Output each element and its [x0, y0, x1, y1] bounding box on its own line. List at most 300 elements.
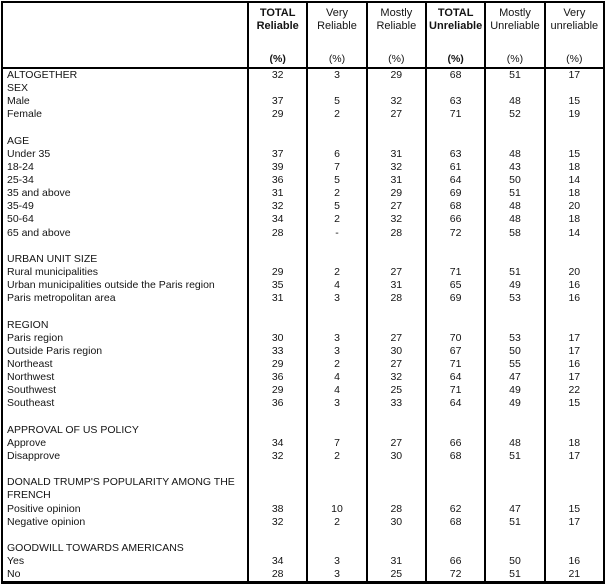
- cell-value: 29: [248, 384, 307, 397]
- table-row: [2, 148, 604, 161]
- row-label: Approve: [2, 437, 248, 450]
- cell-value: [485, 253, 544, 266]
- row-label: 35-49: [2, 200, 248, 213]
- cell-value: 48: [485, 437, 544, 450]
- column-header-mostly-unreliable: [485, 2, 544, 68]
- cell-value: 17: [545, 68, 604, 82]
- cell-value: 16: [545, 555, 604, 568]
- cell-value: 2: [307, 516, 366, 529]
- cell-value: 32: [248, 516, 307, 529]
- cell-value: 10: [307, 503, 366, 516]
- row-label: [2, 305, 248, 318]
- cell-value: 7: [307, 437, 366, 450]
- cell-value: [485, 240, 544, 253]
- cell-value: [367, 305, 426, 318]
- table-row: [2, 358, 604, 371]
- cell-value: 29: [248, 358, 307, 371]
- row-label: Northwest: [2, 371, 248, 384]
- cell-value: [426, 424, 485, 437]
- cell-value: 32: [367, 95, 426, 108]
- cell-value: 58: [485, 227, 544, 240]
- row-label: 35 and above: [2, 187, 248, 200]
- table-header: [2, 2, 604, 68]
- row-label: Rural municipalities: [2, 266, 248, 279]
- cell-value: [545, 135, 604, 148]
- table-row: [2, 555, 604, 568]
- cell-value: [545, 121, 604, 134]
- cell-value: 2: [307, 213, 366, 226]
- cell-value: 32: [367, 371, 426, 384]
- cell-value: 14: [545, 174, 604, 187]
- cell-value: 71: [426, 266, 485, 279]
- cell-value: 37: [248, 148, 307, 161]
- table-row: [2, 437, 604, 450]
- cell-value: [307, 240, 366, 253]
- cell-value: 32: [367, 213, 426, 226]
- cell-value: 68: [426, 450, 485, 463]
- percent-unit-label: (%): [447, 53, 464, 65]
- cell-value: 28: [248, 227, 307, 240]
- cell-value: [248, 121, 307, 134]
- cell-value: 31: [367, 279, 426, 292]
- cell-value: 27: [367, 200, 426, 213]
- row-label: Under 35: [2, 148, 248, 161]
- cell-value: 51: [485, 187, 544, 200]
- row-label: Yes: [2, 555, 248, 568]
- table-row: [2, 227, 604, 240]
- cell-value: [426, 529, 485, 542]
- cell-value: [485, 411, 544, 424]
- cell-value: 25: [367, 568, 426, 583]
- cell-value: 70: [426, 332, 485, 345]
- percent-unit-label: (%): [328, 53, 346, 65]
- cell-value: 16: [545, 292, 604, 305]
- cell-value: 30: [367, 450, 426, 463]
- column-label: Very Reliable: [317, 7, 357, 32]
- cell-value: 66: [426, 213, 485, 226]
- cell-value: 18: [545, 213, 604, 226]
- cell-value: [426, 121, 485, 134]
- cell-value: 5: [307, 174, 366, 187]
- cell-value: 5: [307, 95, 366, 108]
- cell-value: [485, 424, 544, 437]
- cell-value: [545, 319, 604, 332]
- cell-value: [426, 135, 485, 148]
- cell-value: 17: [545, 345, 604, 358]
- cell-value: 17: [545, 332, 604, 345]
- cell-value: [545, 305, 604, 318]
- cell-value: 3: [307, 345, 366, 358]
- cell-value: [307, 253, 366, 266]
- cell-value: 51: [485, 68, 544, 82]
- table-row: [2, 68, 604, 82]
- column-label: Mostly Unreliable: [490, 7, 540, 32]
- table-row: [2, 108, 604, 121]
- cell-value: [307, 489, 366, 502]
- cell-value: 15: [545, 503, 604, 516]
- cell-value: [307, 319, 366, 332]
- cell-value: [545, 424, 604, 437]
- row-label: SEX: [2, 82, 248, 95]
- cell-value: 29: [248, 266, 307, 279]
- column-header-total-unreliable: [426, 2, 485, 68]
- cell-value: 28: [248, 568, 307, 583]
- row-label: 65 and above: [2, 227, 248, 240]
- cell-value: 21: [545, 568, 604, 583]
- spacer-row: [2, 121, 604, 134]
- column-header-very-unreliable: [545, 2, 604, 68]
- cell-value: 19: [545, 108, 604, 121]
- cell-value: [248, 463, 307, 476]
- row-label: Southwest: [2, 384, 248, 397]
- section-header-row: [2, 476, 604, 489]
- cell-value: 33: [248, 345, 307, 358]
- table-row: [2, 200, 604, 213]
- row-label: Female: [2, 108, 248, 121]
- cell-value: [248, 476, 307, 489]
- cell-value: 28: [367, 503, 426, 516]
- cell-value: [426, 305, 485, 318]
- cell-value: [367, 463, 426, 476]
- table-body: [2, 68, 604, 583]
- cell-value: [545, 463, 604, 476]
- section-header-row: [2, 253, 604, 266]
- table-row: [2, 174, 604, 187]
- row-label: Negative opinion: [2, 516, 248, 529]
- row-label: [2, 240, 248, 253]
- row-label: [2, 411, 248, 424]
- cell-value: 3: [307, 68, 366, 82]
- table-row: [2, 187, 604, 200]
- cell-value: 51: [485, 516, 544, 529]
- cell-value: 50: [485, 345, 544, 358]
- row-label: [2, 121, 248, 134]
- table-row: [2, 371, 604, 384]
- cell-value: 38: [248, 503, 307, 516]
- spacer-row: [2, 305, 604, 318]
- column-header-very-reliable: [307, 2, 366, 68]
- percent-unit-label: (%): [506, 53, 524, 65]
- cell-value: 2: [307, 187, 366, 200]
- cell-value: 28: [367, 292, 426, 305]
- cell-value: [485, 529, 544, 542]
- cell-value: 31: [367, 555, 426, 568]
- cell-value: 32: [248, 200, 307, 213]
- cell-value: [248, 253, 307, 266]
- cell-value: 51: [485, 266, 544, 279]
- cell-value: 3: [307, 397, 366, 410]
- cell-value: [367, 135, 426, 148]
- row-label: ALTOGETHER: [2, 68, 248, 82]
- row-label: GOODWILL TOWARDS AMERICANS: [2, 542, 248, 555]
- cell-value: 34: [248, 437, 307, 450]
- cell-value: 32: [367, 161, 426, 174]
- cell-value: [307, 411, 366, 424]
- cell-value: 63: [426, 148, 485, 161]
- cell-value: 29: [367, 187, 426, 200]
- table-row: [2, 568, 604, 583]
- row-label: Male: [2, 95, 248, 108]
- cell-value: 29: [367, 68, 426, 82]
- cell-value: 65: [426, 279, 485, 292]
- cell-value: 20: [545, 200, 604, 213]
- cell-value: [248, 135, 307, 148]
- cell-value: 20: [545, 266, 604, 279]
- cell-value: 32: [248, 68, 307, 82]
- cell-value: 27: [367, 266, 426, 279]
- reliability-survey-table: [1, 1, 605, 584]
- cell-value: 63: [426, 95, 485, 108]
- cell-value: 50: [485, 174, 544, 187]
- cell-value: [485, 542, 544, 555]
- spacer-row: [2, 463, 604, 476]
- cell-value: 15: [545, 148, 604, 161]
- table-row: [2, 384, 604, 397]
- cell-value: 27: [367, 437, 426, 450]
- cell-value: 17: [545, 516, 604, 529]
- section-header-row: [2, 135, 604, 148]
- cell-value: 30: [367, 345, 426, 358]
- cell-value: [426, 82, 485, 95]
- cell-value: 31: [248, 292, 307, 305]
- table-row: [2, 161, 604, 174]
- cell-value: [248, 489, 307, 502]
- cell-value: [485, 489, 544, 502]
- row-label: 50-64: [2, 213, 248, 226]
- cell-value: 27: [367, 332, 426, 345]
- cell-value: 71: [426, 108, 485, 121]
- cell-value: [307, 463, 366, 476]
- cell-value: 16: [545, 358, 604, 371]
- cell-value: 64: [426, 174, 485, 187]
- cell-value: [307, 476, 366, 489]
- cell-value: 31: [248, 187, 307, 200]
- cell-value: 32: [248, 450, 307, 463]
- cell-value: 34: [248, 213, 307, 226]
- cell-value: [426, 319, 485, 332]
- table-row: [2, 95, 604, 108]
- cell-value: [367, 253, 426, 266]
- cell-value: 49: [485, 397, 544, 410]
- row-label: [2, 529, 248, 542]
- cell-value: 4: [307, 371, 366, 384]
- cell-value: 43: [485, 161, 544, 174]
- cell-value: 16: [545, 279, 604, 292]
- percent-unit-label: (%): [269, 53, 286, 65]
- cell-value: 25: [367, 384, 426, 397]
- cell-value: [367, 319, 426, 332]
- cell-value: [545, 489, 604, 502]
- cell-value: 51: [485, 568, 544, 583]
- cell-value: 72: [426, 227, 485, 240]
- percent-unit-label: (%): [388, 53, 405, 65]
- cell-value: [545, 240, 604, 253]
- cell-value: [485, 319, 544, 332]
- cell-value: 3: [307, 568, 366, 583]
- cell-value: 39: [248, 161, 307, 174]
- cell-value: [367, 476, 426, 489]
- cell-value: [426, 411, 485, 424]
- cell-value: 4: [307, 384, 366, 397]
- cell-value: 71: [426, 358, 485, 371]
- cell-value: [367, 489, 426, 502]
- row-label: 25-34: [2, 174, 248, 187]
- cell-value: 52: [485, 108, 544, 121]
- cell-value: 68: [426, 516, 485, 529]
- cell-value: 6: [307, 148, 366, 161]
- cell-value: 36: [248, 371, 307, 384]
- row-label: Urban municipalities outside the Paris region: [2, 279, 248, 292]
- cell-value: 18: [545, 161, 604, 174]
- section-header-row: [2, 319, 604, 332]
- cell-value: 37: [248, 95, 307, 108]
- column-label: Very unreliable: [550, 7, 599, 32]
- cell-value: 55: [485, 358, 544, 371]
- cell-value: 15: [545, 397, 604, 410]
- cell-value: 2: [307, 450, 366, 463]
- cell-value: [367, 240, 426, 253]
- cell-value: [426, 542, 485, 555]
- cell-value: 48: [485, 148, 544, 161]
- cell-value: 69: [426, 292, 485, 305]
- table-row: [2, 450, 604, 463]
- cell-value: 31: [367, 148, 426, 161]
- cell-value: 48: [485, 200, 544, 213]
- row-label: 18-24: [2, 161, 248, 174]
- row-label: FRENCH: [2, 489, 248, 502]
- cell-value: [426, 476, 485, 489]
- row-label: No: [2, 568, 248, 583]
- section-header-row: [2, 542, 604, 555]
- row-label: Paris metropolitan area: [2, 292, 248, 305]
- cell-value: 2: [307, 266, 366, 279]
- cell-value: 34: [248, 555, 307, 568]
- cell-value: [367, 121, 426, 134]
- row-label: REGION: [2, 319, 248, 332]
- cell-value: [545, 529, 604, 542]
- spacer-row: [2, 240, 604, 253]
- section-header-row: [2, 424, 604, 437]
- cell-value: [485, 135, 544, 148]
- row-label: Disapprove: [2, 450, 248, 463]
- cell-value: [307, 424, 366, 437]
- cell-value: [367, 529, 426, 542]
- cell-value: 7: [307, 161, 366, 174]
- table-row: [2, 279, 604, 292]
- cell-value: [545, 542, 604, 555]
- cell-value: 2: [307, 358, 366, 371]
- cell-value: 17: [545, 450, 604, 463]
- cell-value: 5: [307, 200, 366, 213]
- table-row: [2, 503, 604, 516]
- cell-value: 47: [485, 371, 544, 384]
- row-label: DONALD TRUMP'S POPULARITY AMONG THE: [2, 476, 248, 489]
- cell-value: [426, 253, 485, 266]
- cell-value: [307, 542, 366, 555]
- cell-value: -: [307, 227, 366, 240]
- row-label: APPROVAL OF US POLICY: [2, 424, 248, 437]
- cell-value: 71: [426, 384, 485, 397]
- cell-value: 15: [545, 95, 604, 108]
- cell-value: 14: [545, 227, 604, 240]
- cell-value: 62: [426, 503, 485, 516]
- cell-value: [367, 424, 426, 437]
- spacer-row: [2, 529, 604, 542]
- cell-value: 49: [485, 279, 544, 292]
- cell-value: [545, 476, 604, 489]
- percent-unit-label: (%): [566, 53, 583, 65]
- cell-value: 4: [307, 279, 366, 292]
- cell-value: 27: [367, 358, 426, 371]
- cell-value: [248, 411, 307, 424]
- cell-value: [248, 82, 307, 95]
- row-label: Positive opinion: [2, 503, 248, 516]
- cell-value: [307, 82, 366, 95]
- table-row: [2, 266, 604, 279]
- cell-value: 29: [248, 108, 307, 121]
- section-header-row: [2, 489, 604, 502]
- cell-value: [307, 529, 366, 542]
- cell-value: 68: [426, 200, 485, 213]
- cell-value: [426, 463, 485, 476]
- cell-value: 30: [248, 332, 307, 345]
- row-label: Paris region: [2, 332, 248, 345]
- cell-value: 66: [426, 555, 485, 568]
- cell-value: 18: [545, 187, 604, 200]
- table-row: [2, 292, 604, 305]
- cell-value: 72: [426, 568, 485, 583]
- stub-header-cell: [2, 2, 248, 68]
- cell-value: 49: [485, 384, 544, 397]
- column-label: TOTAL Unreliable: [429, 7, 483, 32]
- cell-value: 3: [307, 332, 366, 345]
- cell-value: [248, 529, 307, 542]
- cell-value: 48: [485, 213, 544, 226]
- cell-value: 27: [367, 108, 426, 121]
- table-row: [2, 332, 604, 345]
- cell-value: [307, 305, 366, 318]
- cell-value: 47: [485, 503, 544, 516]
- cell-value: 51: [485, 450, 544, 463]
- cell-value: [545, 253, 604, 266]
- cell-value: 22: [545, 384, 604, 397]
- section-header-row: [2, 82, 604, 95]
- cell-value: [307, 121, 366, 134]
- cell-value: [485, 82, 544, 95]
- row-label: [2, 463, 248, 476]
- row-label: AGE: [2, 135, 248, 148]
- header-row: [2, 2, 604, 68]
- cell-value: [248, 319, 307, 332]
- cell-value: [248, 240, 307, 253]
- cell-value: [426, 240, 485, 253]
- cell-value: 3: [307, 292, 366, 305]
- cell-value: 36: [248, 397, 307, 410]
- cell-value: [248, 542, 307, 555]
- column-label: Mostly Reliable: [376, 7, 417, 32]
- cell-value: [248, 305, 307, 318]
- column-header-total-reliable: [248, 2, 307, 68]
- cell-value: 2: [307, 108, 366, 121]
- spacer-row: [2, 411, 604, 424]
- cell-value: 17: [545, 371, 604, 384]
- cell-value: 66: [426, 437, 485, 450]
- cell-value: 68: [426, 68, 485, 82]
- table-row: [2, 516, 604, 529]
- cell-value: [367, 542, 426, 555]
- cell-value: [367, 82, 426, 95]
- cell-value: [367, 411, 426, 424]
